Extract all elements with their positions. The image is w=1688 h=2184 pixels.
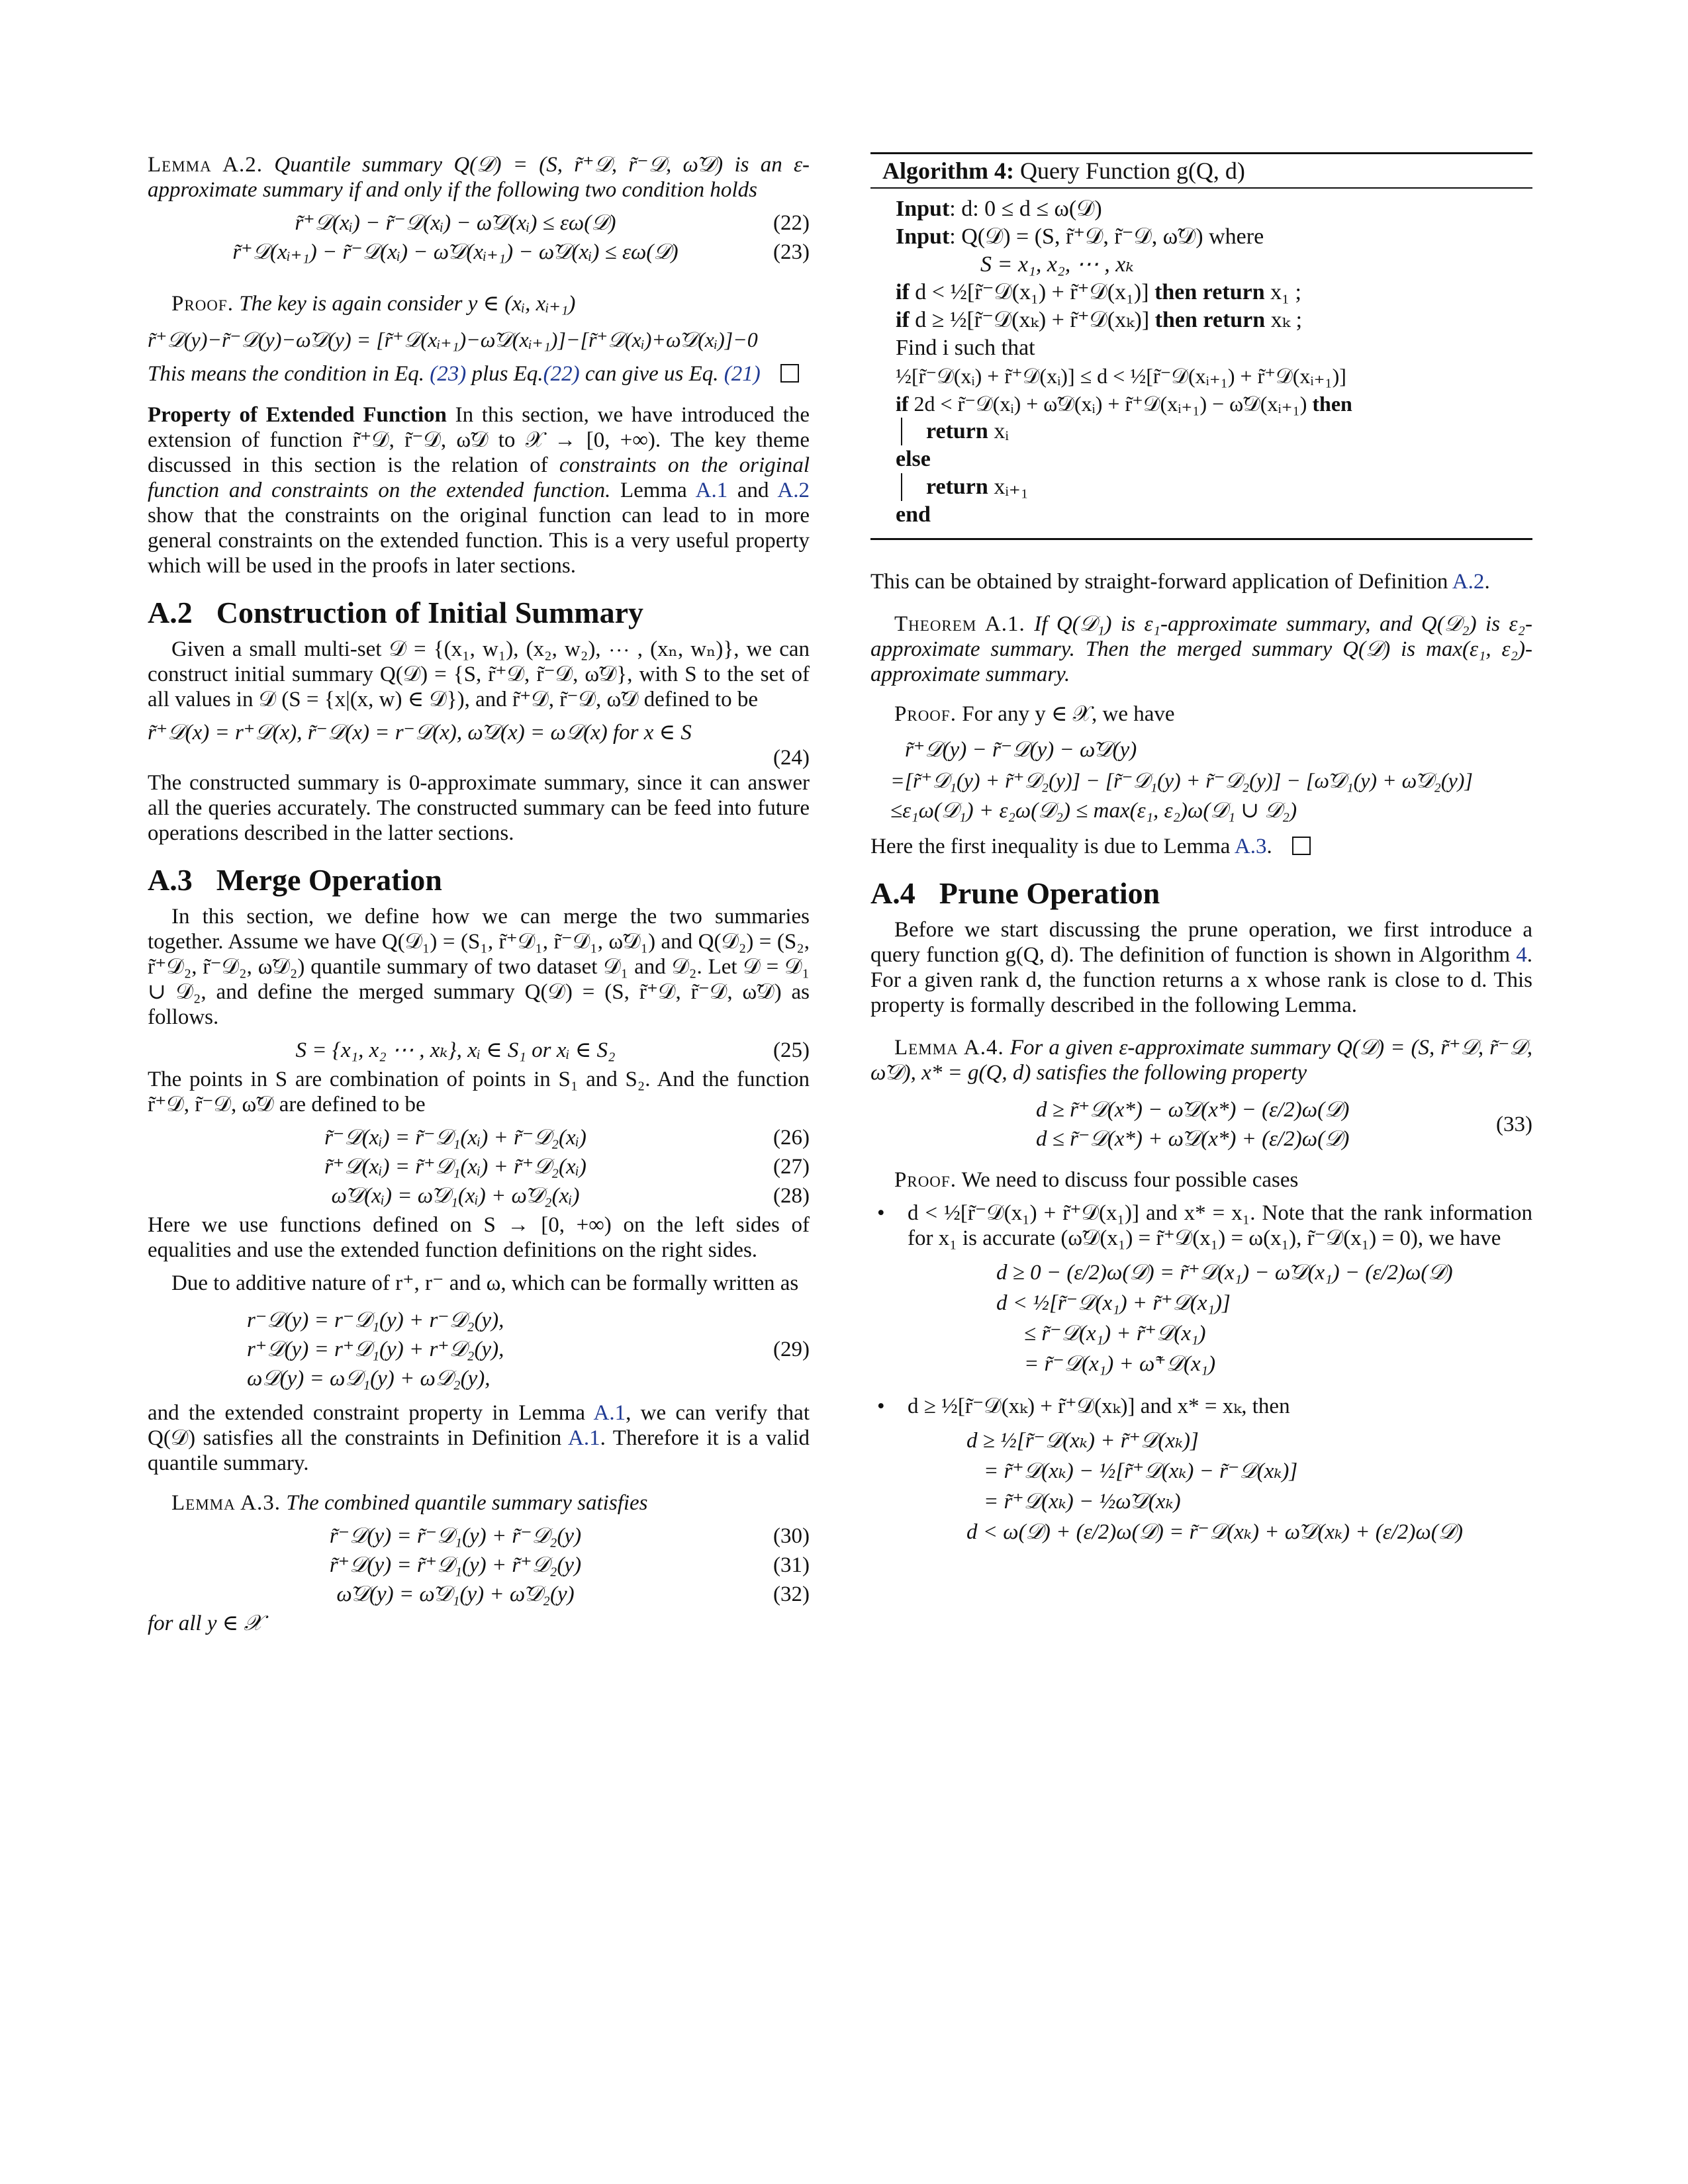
section-a3-paragraph-3: Here we use functions defined on S → [0, +∞) on the left sides of equalities and use the extended function definitions on the right sides.	[148, 1213, 810, 1262]
equation-24	[148, 720, 810, 745]
right-column	[870, 152, 1532, 1554]
equation-32	[148, 1582, 810, 1607]
proof-1-equation: r̃⁺𝒟(y)−r̃⁻𝒟(y)−ω̃𝒟(y) = [r̃⁺𝒟(xᵢ₊₁)−ω̃𝒟(xᵢ₊₁)]−[r̃⁺𝒟(xᵢ)+ω̃𝒟(xᵢ)]−0	[148, 328, 758, 351]
math-line: ≤ r̃⁻𝒟(x₁) + r̃⁺𝒟(x₁)	[1024, 1322, 1206, 1345]
case-2-math	[870, 1428, 1532, 1545]
algorithm-header	[870, 154, 1532, 189]
equation-number: (28)	[773, 1184, 810, 1208]
equation-22	[148, 210, 810, 236]
property-text: Lemma	[610, 478, 696, 502]
math-line: d < ω(𝒟) + (ε/2)ω(𝒟) = r̃⁻𝒟(xₖ) + ω̃𝒟(xₖ) + (ε/2)ω(𝒟)	[966, 1520, 1464, 1544]
section-number: A.4	[870, 876, 915, 910]
section-heading-a3	[148, 863, 810, 897]
algorithm-line	[896, 195, 1521, 223]
paragraph-text: This can be obtained by straight-forward application of Definition	[870, 570, 1452, 594]
lemma-ref-a1[interactable]: A.1	[593, 1401, 626, 1425]
equation-body: ω̃𝒟(y) = ω̃𝒟₁(y) + ω̃𝒟₂(y)	[336, 1582, 575, 1606]
lemma-a3	[148, 1490, 810, 1516]
property-paragraph	[148, 402, 810, 578]
algorithm-line: ½[r̃⁻𝒟(xᵢ) + r̃⁺𝒟(xᵢ)] ≤ d < ½[r̃⁻𝒟(xᵢ₊₁) + r̃⁺𝒟(xᵢ₊₁)]	[896, 364, 1346, 388]
lemma-ref-a2[interactable]: A.2	[777, 478, 810, 502]
equation-line: ω𝒟(y) = ω𝒟₁(y) + ω𝒟₂(y),	[247, 1367, 491, 1390]
keyword: Input	[896, 197, 950, 221]
qed-symbol	[1292, 837, 1311, 855]
keyword: Input	[896, 224, 950, 249]
definition-paragraph: This can be obtained by straight-forward application of Definition A.2.	[870, 570, 1490, 594]
line-text: d < ½[r̃⁻𝒟(x₁) + r̃⁺𝒟(x₁)]	[909, 280, 1155, 304]
algorithm-line	[896, 306, 1521, 334]
section-a3-paragraph-4: Due to additive nature of r⁺, r⁻ and ω, which can be formally written as	[171, 1271, 799, 1295]
conclusion-text: can give us Eq.	[579, 362, 724, 386]
equation-line: =[r̃⁺𝒟₁(y) + r̃⁺𝒟₂(y)] − [r̃⁻𝒟₁(y) + r̃⁻𝒟₂(y)] − [ω̃𝒟₁(y) + ω̃𝒟₂(y)]	[890, 768, 1473, 792]
left-column	[148, 152, 810, 1644]
lemma-statement: The combined quantile summary satisfies	[286, 1491, 648, 1515]
proof-1-conclusion	[148, 361, 810, 387]
property-text-italic: constraints on the original function and constraints on the extended function.	[148, 453, 810, 502]
proof-3	[870, 1167, 1532, 1193]
proof-text: For any y ∈ 𝒳, we have	[962, 702, 1175, 726]
math-line: = r̃⁺𝒟(xₖ) − ½[r̃⁺𝒟(xₖ) − r̃⁻𝒟(xₖ)]	[984, 1459, 1298, 1483]
equation-line: r⁻𝒟(y) = r⁻𝒟₁(y) + r⁻𝒟₂(y),	[247, 1308, 504, 1332]
algorithm-body	[870, 189, 1532, 538]
definition-ref-a2[interactable]: A.2	[1452, 570, 1485, 594]
equation-body: r̃⁺𝒟(y) = r̃⁺𝒟₁(y) + r̃⁺𝒟₂(y)	[329, 1553, 582, 1577]
case-1-math	[870, 1260, 1532, 1377]
lemma-label: Lemma A.3.	[171, 1491, 281, 1515]
equation-body: r̃⁻𝒟(xᵢ) = r̃⁻𝒟₁(xᵢ) + r̃⁻𝒟₂(xᵢ)	[324, 1126, 586, 1150]
equation-33	[870, 1093, 1532, 1156]
line-text: : d: 0 ≤ d ≤ ω(𝒟)	[949, 197, 1102, 221]
section-a4-paragraph	[870, 917, 1532, 1018]
math-line: = r̃⁻𝒟(x₁) + ω̃⁺𝒟(x₁)	[1024, 1352, 1216, 1376]
equation-line: d ≤ r̃⁻𝒟(x*) + ω̃𝒟(x*) + (ε/2)ω(𝒟)	[1036, 1127, 1350, 1151]
keyword: if	[896, 392, 909, 416]
section-title: Merge Operation	[216, 863, 442, 897]
equation-25	[148, 1038, 810, 1063]
lemma-statement: Quantile summary Q(𝒟) = (S, r̃⁺𝒟, r̃⁻𝒟, ω̃𝒟) is an ε-approximate summary if and only if the following two condition holds	[148, 153, 810, 202]
line-text: x₁ ;	[1264, 280, 1301, 304]
theorem-a1	[870, 612, 1532, 687]
algorithm-4-box	[870, 152, 1532, 540]
equation-number: (33)	[1496, 1113, 1532, 1136]
section-a2-paragraph-1: Given a small multi-set 𝒟 = {(x₁, w₁), (x₂, w₂), ⋯ , (xₙ, wₙ)}, we can construct initial summary Q(𝒟) = {S, r̃⁺𝒟, r̃⁻𝒟, ω̃𝒟}, with S to the set of all values in 𝒟 (S = {x|(x, w) ∈ 𝒟}), and r̃⁺𝒟, r̃⁻𝒟, ω̃𝒟 defined to be	[148, 637, 810, 711]
algorithm-line	[896, 223, 1521, 251]
algorithm-title: Query Function g(Q, d)	[1013, 158, 1245, 184]
equation-body: S = {x₁, x₂ ⋯ , xₖ}, xᵢ ∈ S₁ or xᵢ ∈ S₂	[295, 1038, 616, 1062]
proof-2-tail: Here the first inequality is due to Lemma A.3.	[870, 834, 1532, 859]
algorithm-line: else	[896, 447, 931, 471]
lemma-ref-a3[interactable]: A.3	[1234, 835, 1267, 858]
equation-number: (30)	[773, 1524, 810, 1548]
eq-ref-21[interactable]: (21)	[724, 362, 761, 386]
keyword: if	[896, 280, 910, 304]
equation-line: d ≥ r̃⁺𝒟(x*) − ω̃𝒟(x*) − (ε/2)ω(𝒟)	[1036, 1098, 1350, 1122]
paragraph-text: . Therefore it is a valid quantile summary.	[148, 1426, 810, 1475]
equation-body: r̃⁺𝒟(xᵢ) − r̃⁻𝒟(xᵢ) − ω̃𝒟(xᵢ) ≤ εω(𝒟)	[295, 211, 616, 235]
math-line: d ≥ 0 − (ε/2)ω(𝒟) = r̃⁺𝒟(x₁) − ω̃𝒟(x₁) − (ε/2)ω(𝒟)	[996, 1261, 1453, 1285]
section-a3-paragraph-2: The points in S are combination of points in S₁ and S₂. And the function r̃⁺𝒟, r̃⁻𝒟, ω̃𝒟 are defined to be	[148, 1068, 810, 1116]
list-item-text: d ≥ ½[r̃⁻𝒟(xₖ) + r̃⁺𝒟(xₖ)] and x* = xₖ, then	[908, 1394, 1290, 1418]
definition-ref-a1[interactable]: A.1	[568, 1426, 600, 1450]
theorem-statement: If Q(𝒟₁) is ε₁-approximate summary, and Q(𝒟₂) is ε₂-approximate summary. Then the merged summary Q(𝒟) is max(ε₁, ε₂)-approximate summary.	[870, 612, 1533, 686]
algorithm-line: end	[896, 502, 931, 527]
keyword: return	[926, 475, 988, 499]
lemma-a4	[870, 1035, 1532, 1085]
algorithm-line: Find i such that	[896, 336, 1035, 360]
equation-body	[148, 1304, 763, 1395]
paragraph-text: . For a given rank d, the function returns a x whose rank is close to d. This property is formally described in the following Lemma.	[870, 943, 1532, 1017]
paragraph-text: , we can verify that Q(𝒟) satisfies all the constraints in Definition	[148, 1401, 810, 1450]
lemma-label: Lemma A.4.	[894, 1036, 1004, 1060]
line-text: xᵢ₊₁	[988, 475, 1029, 499]
proof-text: The key is again consider y ∈ (xᵢ, xᵢ₊₁)	[239, 292, 576, 316]
list-item	[870, 1201, 1532, 1251]
equation-27	[148, 1154, 810, 1179]
equation-body: r̃⁻𝒟(y) = r̃⁻𝒟₁(y) + r̃⁻𝒟₂(y)	[329, 1524, 582, 1548]
equation-body: ω̃𝒟(xᵢ) = ω̃𝒟₁(xᵢ) + ω̃𝒟₂(xᵢ)	[331, 1184, 580, 1208]
section-title: Prune Operation	[939, 876, 1160, 910]
theorem-label: Theorem A.1.	[894, 612, 1025, 636]
property-title: Property of Extended Function	[148, 403, 447, 427]
proof-label: Proof.	[171, 292, 234, 316]
proof-label: Proof.	[894, 702, 957, 726]
equation-number: (27)	[773, 1155, 810, 1179]
keyword: then return	[1154, 308, 1266, 332]
proof-2-equations	[870, 737, 1532, 823]
math-line: = r̃⁺𝒟(xₖ) − ½ω̃𝒟(xₖ)	[984, 1490, 1181, 1514]
equation-body: r̃⁺𝒟(xᵢ₊₁) − r̃⁻𝒟(xᵢ) − ω̃𝒟(xᵢ₊₁) − ω̃𝒟(xᵢ) ≤ εω(𝒟)	[232, 240, 679, 264]
equation-number: (25)	[773, 1038, 810, 1062]
property-text: In this section, we have introduced the extension of function r̃⁺𝒟, r̃⁻𝒟, ω̃𝒟 to 𝒳 → [0, +∞). The key theme discussed in this section is the relation of	[148, 403, 810, 477]
line-text: d ≥ ½[r̃⁻𝒟(xₖ) + r̃⁺𝒟(xₖ)]	[909, 308, 1155, 332]
section-heading-a4	[870, 876, 1532, 911]
keyword: if	[896, 308, 910, 332]
equation-line: r⁺𝒟(y) = r⁺𝒟₁(y) + r⁺𝒟₂(y),	[247, 1338, 504, 1361]
section-heading-a2	[148, 596, 810, 630]
proof-label: Proof.	[894, 1168, 957, 1192]
section-number: A.3	[148, 863, 193, 897]
proof-2	[870, 702, 1532, 727]
equation-23	[148, 240, 810, 265]
equation-body: r̃⁺𝒟(xᵢ) = r̃⁺𝒟₁(xᵢ) + r̃⁺𝒟₂(xᵢ)	[324, 1155, 586, 1179]
line-text: xₖ ;	[1265, 308, 1303, 332]
keyword: then return	[1154, 280, 1265, 304]
property-text: and	[727, 478, 778, 502]
equation-number: (22)	[773, 211, 810, 235]
algorithm-line	[901, 418, 1521, 445]
equation-body	[870, 1093, 1486, 1156]
bullet-icon: •	[877, 1201, 885, 1225]
equation-30	[148, 1524, 810, 1549]
eq-ref-23[interactable]: (23)	[430, 362, 467, 386]
list-item-text: d < ½[r̃⁻𝒟(x₁) + r̃⁺𝒟(x₁)] and x* = x₁. Note that the rank information for x₁ is accurate (ω̃𝒟(x₁) = r̃⁺𝒟(x₁) = ω(x₁), r̃⁻𝒟(x₁) = 0), we have	[908, 1201, 1532, 1250]
lemma-label: Lemma A.2.	[148, 153, 263, 177]
equation-29	[148, 1304, 810, 1395]
equation-28	[148, 1183, 810, 1208]
equation-number: (32)	[773, 1582, 810, 1606]
lemma-a2	[148, 152, 810, 203]
equation-31	[148, 1553, 810, 1578]
line-text: 2d < r̃⁻𝒟(xᵢ) + ω̃𝒟(xᵢ) + r̃⁺𝒟(xᵢ₊₁) − ω̃𝒟(xᵢ₊₁)	[908, 392, 1313, 416]
section-a2-paragraph-2: The constructed summary is 0-approximate summary, since it can answer all the queries accurately. The constructed summary can be feed into future operations described in the latter sections.	[148, 771, 810, 845]
section-a3-paragraph-5	[148, 1400, 810, 1476]
proof-1	[148, 291, 810, 316]
paragraph-text: and the extended constraint property in Lemma	[148, 1401, 594, 1425]
algorithm-ref-4[interactable]: 4	[1516, 943, 1527, 967]
conclusion-text: plus Eq.	[466, 362, 543, 386]
line-text: xᵢ	[988, 419, 1009, 443]
list-item	[870, 1394, 1532, 1419]
equation-line: ≤ε₁ω(𝒟₁) + ε₂ω(𝒟₂) ≤ max(ε₁, ε₂)ω(𝒟₁ ∪ 𝒟₂)	[890, 799, 1297, 823]
bullet-icon: •	[877, 1394, 885, 1418]
keyword: then	[1312, 392, 1352, 416]
equation-26	[148, 1125, 810, 1150]
algorithm-label: Algorithm 4:	[882, 158, 1014, 184]
lemma-ref-a1[interactable]: A.1	[695, 478, 728, 502]
qed-symbol	[780, 364, 799, 383]
equation-line: r̃⁺𝒟(y) − r̃⁻𝒟(y) − ω̃𝒟(y)	[905, 738, 1137, 762]
algorithm-line: S = x₁, x₂, ⋯ , xₖ	[980, 252, 1134, 277]
lemma-statement: For a given ε-approximate summary Q(𝒟) = (S, r̃⁺𝒟, r̃⁻𝒟, ω̃𝒟), x* = g(Q, d) satisfies the following property	[870, 1036, 1533, 1085]
section-a3-paragraph-1: In this section, we define how we can merge the two summaries together. Assume we have Q(𝒟₁) = (S₁, r̃⁺𝒟₁, r̃⁻𝒟₁, ω̃𝒟₁) and Q(𝒟₂) = (S₂, r̃⁺𝒟₂, r̃⁻𝒟₂, ω̃𝒟₂) quantile summary of two dataset 𝒟₁ and 𝒟₂. Let 𝒟 = 𝒟₁ ∪ 𝒟₂, and define the merged summary Q(𝒟) = (S, r̃⁺𝒟, r̃⁻𝒟, ω̃𝒟) as follows.	[148, 905, 810, 1029]
equation-number-24: (24)	[773, 746, 810, 770]
keyword: return	[926, 419, 988, 443]
paragraph-text: Before we start discussing the prune operation, we first introduce a query function g(Q, d). The definition of function is shown in Algorithm	[870, 918, 1532, 967]
section-number: A.2	[148, 596, 193, 629]
math-line: d < ½[r̃⁻𝒟(x₁) + r̃⁺𝒟(x₁)]	[996, 1291, 1231, 1315]
equation-number: (26)	[773, 1126, 810, 1150]
equation-number: (29)	[773, 1338, 810, 1361]
algorithm-line	[901, 473, 1521, 501]
eq-ref-22[interactable]: (22)	[543, 362, 580, 386]
paragraph-text: Here the first inequality is due to Lemma	[870, 835, 1235, 858]
proof-text: We need to discuss four possible cases	[961, 1168, 1299, 1192]
algorithm-line	[896, 279, 1521, 306]
equation-number: (23)	[773, 240, 810, 264]
section-title: Construction of Initial Summary	[216, 596, 644, 629]
equation-number: (31)	[773, 1553, 810, 1577]
lemma-a3-tail: for all y ∈ 𝒳	[148, 1612, 263, 1635]
line-text: : Q(𝒟) = (S, r̃⁺𝒟, r̃⁻𝒟, ω̃𝒟) where	[949, 224, 1264, 249]
conclusion-text: This means the condition in Eq.	[148, 362, 430, 386]
math-line: d ≥ ½[r̃⁻𝒟(xₖ) + r̃⁺𝒟(xₖ)]	[966, 1429, 1199, 1453]
equation-body: r̃⁺𝒟(x) = r⁺𝒟(x), r̃⁻𝒟(x) = r⁻𝒟(x), ω̃𝒟(x) = ω𝒟(x) for x ∈ S	[148, 721, 692, 745]
property-text: show that the constraints on the original function can lead to in more general constraints on the extended function. This is a very useful property which will be used in the proofs in later sections.	[148, 504, 810, 578]
algorithm-line	[896, 390, 1521, 418]
